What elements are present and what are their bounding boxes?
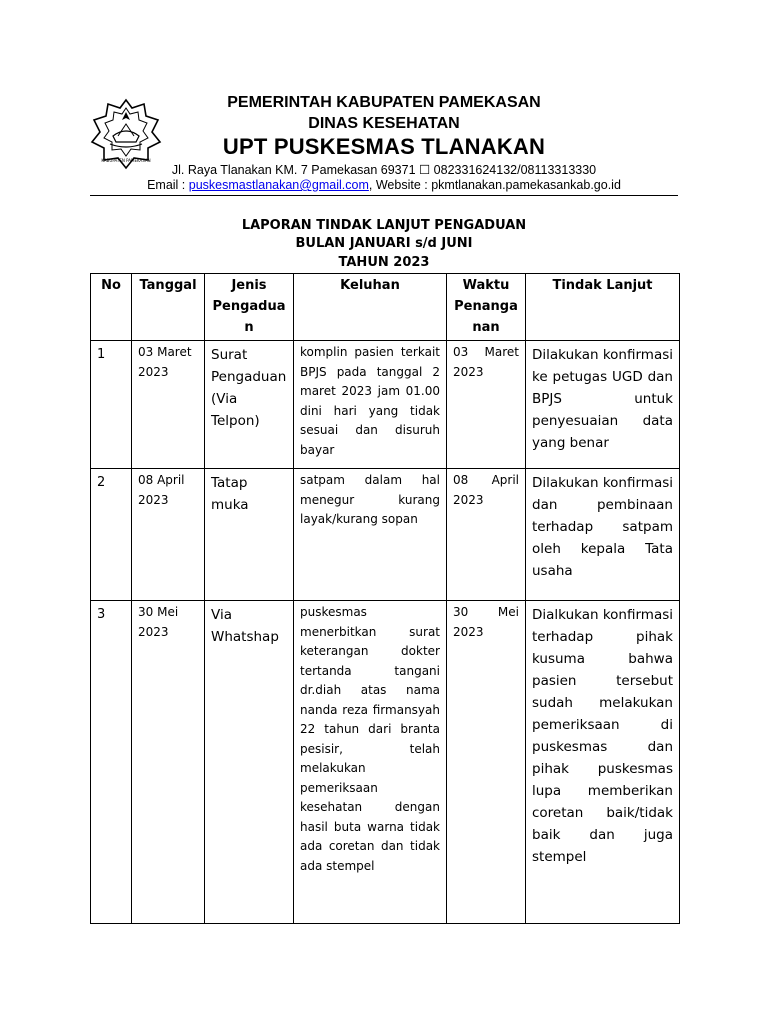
complaint-table — [90, 273, 680, 924]
cell-tindak: Dilakukan konfirmasi dan pembinaan terhadap satpam oleh kepala Tata usaha — [526, 469, 680, 601]
department-heading: DINAS KESEHATAN — [308, 115, 460, 132]
table-row — [91, 341, 680, 469]
email-link[interactable]: puskesmastlanakan@gmail.com — [188, 178, 369, 192]
report-year: TAHUN 2023 — [338, 255, 430, 270]
cell-jenis: Surat Pengaduan (Via Telpon) — [205, 341, 294, 469]
table-row — [91, 601, 680, 924]
header-keluhan: Keluhan — [294, 274, 447, 341]
table-row — [91, 469, 680, 601]
cell-tindak: Dialkukan konfirmasi terhadap pihak kusuma bahwa pasien tersebut sudah melakukan pemeriksaan di puskesmas dan pihak puskesmas lupa memberikan coretan baik/tidak baik dan juga stempel — [526, 601, 680, 924]
cell-keluhan: komplin pasien terkait BPJS pada tanggal 2 maret 2023 jam 01.00 dini hari yang tidak sesuai dan disuruh bayar — [294, 341, 447, 469]
header-tanggal: Tanggal — [132, 274, 205, 341]
website-text: pkmtlanakan.pamekasankab.go.id — [431, 178, 621, 192]
cell-keluhan: puskesmas menerbitkan surat keterangan dokter tertanda tangani dr.diah atas nama nanda reza firmansyah 22 tahun dari branta pesisir, telah melakukan pemeriksaan kesehatan dengan hasil buta warna tidak ada coretan dan tidak ada stempel — [294, 601, 447, 924]
address-line: Jl. Raya Tlanakan KM. 7 Pamekasan 69371 ☐ 082331624132/08113313330 — [171, 163, 597, 177]
institution-heading: UPT PUSKESMAS TLANAKAN — [222, 134, 546, 159]
header-tindak: Tindak Lanjut — [526, 274, 680, 341]
header-no: No — [91, 274, 132, 341]
cell-waktu: 08 April 2023 — [447, 469, 526, 601]
cell-jenis: Tatap muka — [205, 469, 294, 601]
cell-tanggal: 03 Maret 2023 — [132, 341, 205, 469]
cell-tanggal: 30 Mei 2023 — [132, 601, 205, 924]
report-period: BULAN JANUARI s/d JUNI — [295, 236, 473, 251]
cell-jenis: Via Whatshap — [205, 601, 294, 924]
contact-line — [90, 178, 678, 192]
header-jenis: Jenis Pengadua n — [205, 274, 294, 341]
cell-no: 3 — [91, 601, 132, 924]
cell-waktu: 30 Mei 2023 — [447, 601, 526, 924]
cell-waktu: 03 Maret 2023 — [447, 341, 526, 469]
report-title: LAPORAN TINDAK LANJUT PENGADUAN — [241, 218, 527, 233]
header-waktu: Waktu Penanga nan — [447, 274, 526, 341]
cell-no: 1 — [91, 341, 132, 469]
svg-text:KABUPATEN PAMEKASAN: KABUPATEN PAMEKASAN — [101, 158, 151, 163]
cell-keluhan: satpam dalam hal menegur kurang layak/kurang sopan — [294, 469, 447, 601]
government-heading: PEMERINTAH KABUPATEN PAMEKASAN — [227, 94, 541, 111]
cell-tindak: Dilakukan konfirmasi ke petugas UGD dan BPJS untuk penyesuaian data yang benar — [526, 341, 680, 469]
website-label: , Website : — [368, 178, 432, 192]
email-label: Email : — [147, 178, 189, 192]
cell-tanggal: 08 April 2023 — [132, 469, 205, 601]
table-header-row — [91, 274, 680, 341]
cell-no: 2 — [91, 469, 132, 601]
letterhead-divider — [90, 195, 678, 196]
